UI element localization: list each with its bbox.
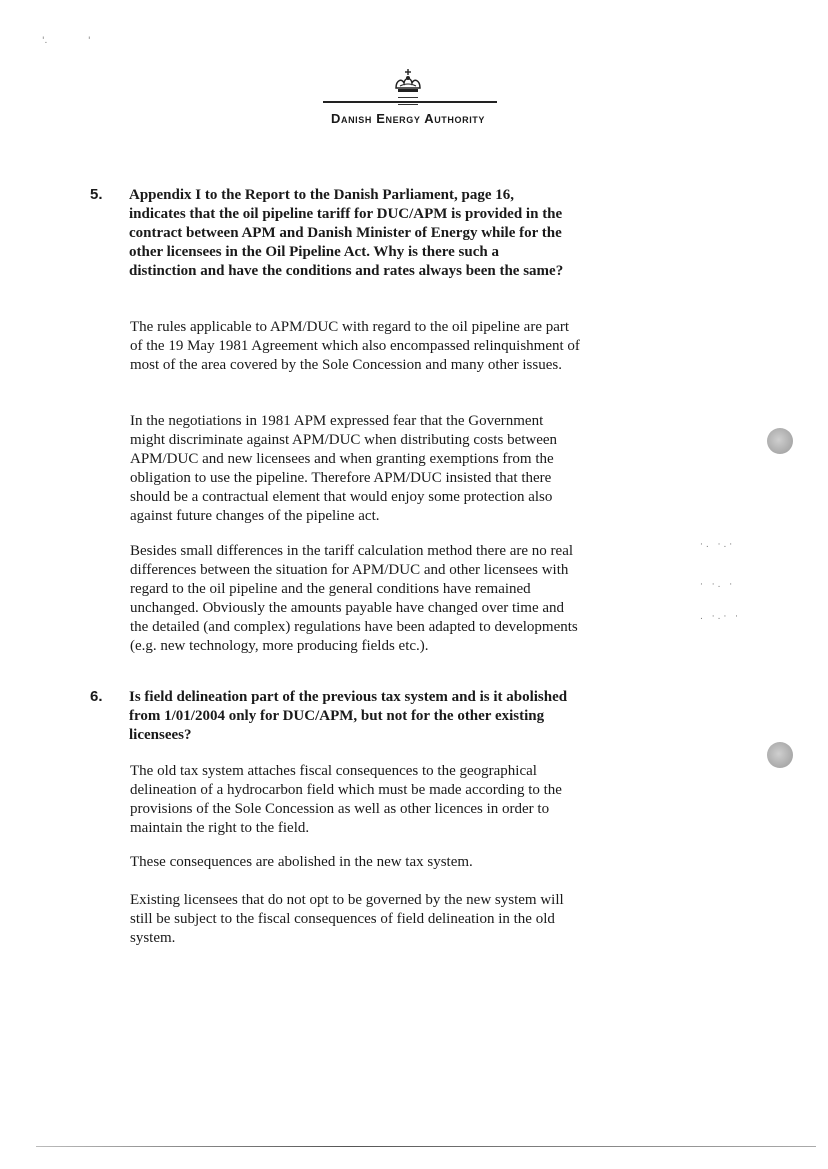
item-number: 6. [90,688,103,705]
answer-paragraph: Existing licensees that do not opt to be governed by the new system will still be subject to the fiscal consequences of field delineation in the old system. [130,892,564,946]
question-text: Is field delineation part of the previous tax system and is it abolished from 1/01/2004 only for DUC/APM, but not for the other existing licensees? [129,689,568,743]
answer-paragraph: The rules applicable to APM/DUC with regard to the oil pipeline are part of the 19 May 1981 Agreement which also encompassed relinquishment of most of the area covered by the Sole Concession and many other issues. [130,319,580,373]
punch-hole [767,428,793,454]
footer-rule [36,1146,816,1147]
scan-speck: ' [88,36,91,46]
answer-paragraph: Besides small differences in the tariff calculation method there are no real differences between the situation for APM/DUC and other licensees with regard to the oil pipeline and the general conditions have remained unchanged. Obviously the amounts payable have changed over time and the detailed (and complex) regulations have been adapted to developments (e.g. new technology, more producing fields etc.). [130,543,578,654]
item-number: 5. [90,186,103,203]
question-text: Appendix I to the Report to the Danish Parliament, page 16, indicates that the oil pipeline tariff for DUC/APM is provided in the contract between APM and Danish Minister of Energy while for the other licensees in the Oil Pipeline Act. Why is there such a distinction and have the conditions and rates always been the same? [129,187,564,279]
scan-speck: ·. ·.· [700,540,736,550]
punch-hole [767,742,793,768]
answer-paragraph: These consequences are abolished in the new tax system. [130,854,473,870]
answer-paragraph: The old tax system attaches fiscal consequences to the geographical delineation of a hydrocarbon field which must be made according to the provisions of the Sole Concession as well as other licences in order to maintain the right to the field. [130,763,562,836]
crown-icon [390,68,426,98]
header-rule-ornament [398,97,418,105]
agency-name: Danish Energy Authority [331,111,485,126]
answer-paragraph: In the negotiations in 1981 APM expressed fear that the Government might discriminate against APM/DUC when distributing costs between APM/DUC and new licensees and when granting exemptions from the obligation to use the pipeline. Therefore APM/DUC insisted that there should be a contractual element that would enjoy some protection also against future changes of the pipeline act. [130,413,558,524]
scan-speck: '. [42,36,48,46]
scan-speck: . ·.· · [700,612,742,622]
scan-speck: · ·. · [700,580,736,590]
